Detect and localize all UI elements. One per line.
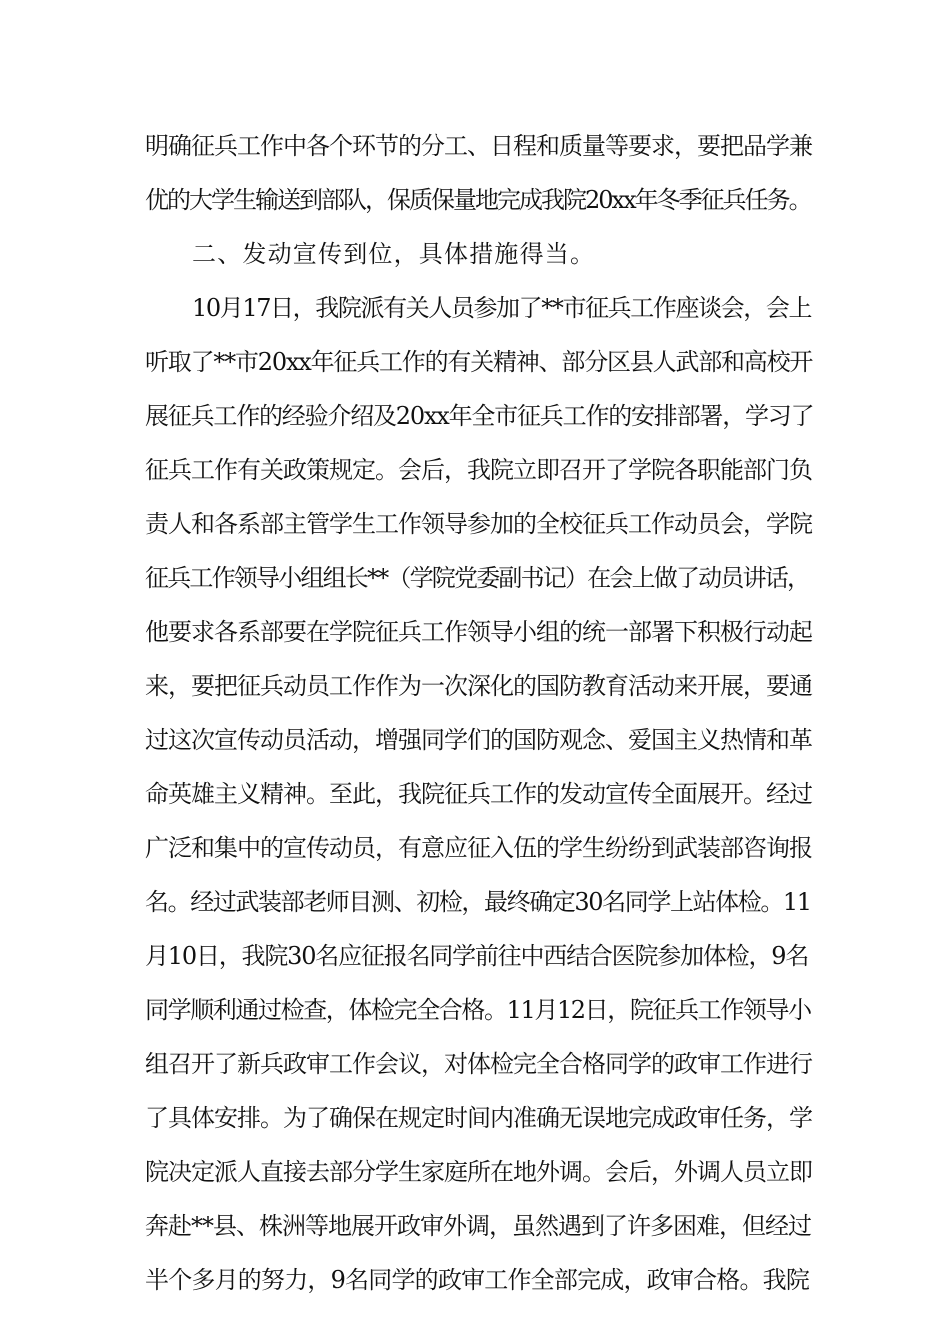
- section-heading: 二、发动宣传到位，具体措施得当。: [192, 240, 596, 268]
- text-line: 奔赴**县、株洲等地展开政审外调，虽然遇到了许多困难，但经过: [145, 1212, 811, 1240]
- text-line: 名。经过武装部老师目测、初检，最终确定30名同学上站体检。11: [145, 888, 811, 916]
- text-line: 征兵工作领导小组组长**（学院党委副书记）在会上做了动员讲话，: [145, 564, 810, 592]
- text-line: 院决定派人直接去部分学生家庭所在地外调。会后，外调人员立即: [145, 1158, 812, 1186]
- text-line: 10月17日，我院派有关人员参加了**市征兵工作座谈会，会上: [192, 294, 812, 322]
- text-line: 他要求各系部要在学院征兵工作领导小组的统一部署下积极行动起: [145, 618, 812, 646]
- text-line: 组召开了新兵政审工作会议，对体检完全合格同学的政审工作进行: [145, 1050, 812, 1078]
- text-line: 广泛和集中的宣传动员，有意应征入伍的学生纷纷到武装部咨询报: [145, 834, 812, 862]
- text-line: 过这次宣传动员活动，增强同学们的国防观念、爱国主义热情和革: [145, 726, 812, 754]
- text-line: 明确征兵工作中各个环节的分工、日程和质量等要求，要把品学兼: [145, 132, 812, 160]
- text-line: 优的大学生输送到部队，保质保量地完成我院20xx年冬季征兵任务。: [145, 186, 811, 214]
- text-line: 命英雄主义精神。至此，我院征兵工作的发动宣传全面展开。经过: [145, 780, 812, 808]
- text-line: 征兵工作有关政策规定。会后，我院立即召开了学院各职能部门负: [145, 456, 812, 484]
- text-line: 同学顺利通过检查，体检完全合格。11月12日，院征兵工作领导小: [145, 996, 811, 1024]
- text-line: 月10日，我院30名应征报名同学前往中西结合医院参加体检，9名: [145, 942, 809, 970]
- text-line: 来，要把征兵动员工作作为一次深化的国防教育活动来开展，要通: [145, 672, 812, 700]
- text-line: 展征兵工作的经验介绍及20xx年全市征兵工作的安排部署，学习了: [145, 402, 814, 430]
- text-line: 了具体安排。为了确保在规定时间内准确无误地完成政审任务，学: [145, 1104, 812, 1132]
- text-line: 责人和各系部主管学生工作领导参加的全校征兵工作动员会，学院: [145, 510, 812, 538]
- text-line: 听取了**市20xx年征兵工作的有关精神、部分区县人武部和高校开: [145, 348, 813, 376]
- text-line: 半个多月的努力，9名同学的政审工作全部完成，政审合格。我院: [145, 1266, 810, 1294]
